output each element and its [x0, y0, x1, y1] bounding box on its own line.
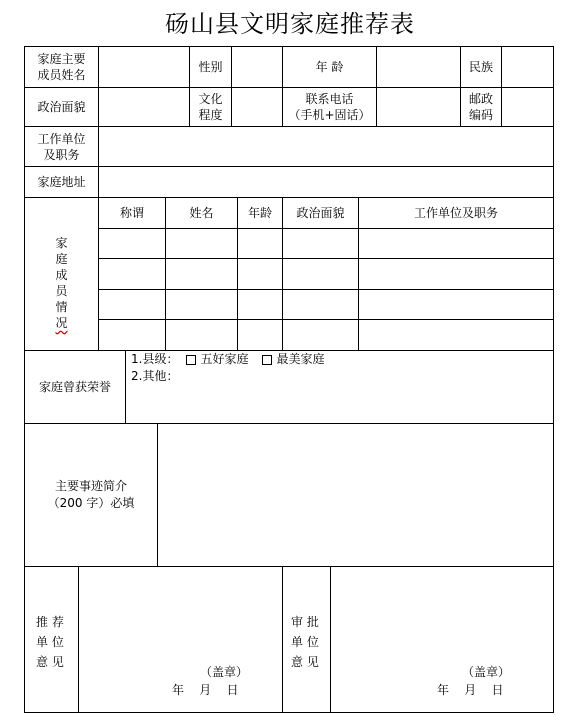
- approve-seal: （盖章）: [462, 665, 511, 679]
- col-header-relation: 称谓: [98, 197, 166, 229]
- honors-county-prefix: 1.县级：: [131, 352, 179, 366]
- label-family-members: [24, 197, 99, 351]
- recommend-seal: （盖章）: [200, 665, 249, 679]
- label-political: 政治面貌: [24, 87, 99, 127]
- member-cell[interactable]: [358, 319, 554, 351]
- label-education: 文化 程度: [189, 87, 232, 127]
- recommend-label-line: 单 位: [36, 635, 64, 649]
- recommend-label-line: 意 见: [36, 655, 64, 669]
- field-work[interactable]: [98, 126, 554, 167]
- member-cell[interactable]: [282, 258, 359, 290]
- member-cell[interactable]: [237, 258, 283, 290]
- member-cell[interactable]: [165, 289, 238, 320]
- field-deeds[interactable]: [157, 423, 554, 567]
- member-cell[interactable]: [358, 228, 554, 259]
- member-cell[interactable]: [98, 289, 166, 320]
- form-title: 砀山县文明家庭推荐表: [165, 10, 415, 38]
- recommend-label-line: 推 荐: [36, 615, 64, 629]
- approve-label-line: 意 见: [291, 655, 319, 669]
- member-cell[interactable]: [98, 258, 166, 290]
- honors-option-most-beautiful: 最美家庭: [276, 352, 325, 366]
- member-cell[interactable]: [282, 228, 359, 259]
- label-address: 家庭地址: [24, 166, 99, 198]
- label-head-name: 家庭主要 成员姓名: [24, 46, 99, 88]
- label-gender: 性别: [189, 46, 232, 88]
- field-address[interactable]: [98, 166, 554, 198]
- field-head-name[interactable]: [98, 46, 190, 88]
- field-political[interactable]: [98, 87, 190, 127]
- member-cell[interactable]: [237, 289, 283, 320]
- field-phone[interactable]: [376, 87, 461, 127]
- recommend-date: 年 月 日: [172, 683, 239, 697]
- family-char: 成: [55, 268, 68, 282]
- approve-date: 年 月 日: [437, 683, 504, 697]
- field-ethnicity[interactable]: [501, 46, 554, 88]
- field-gender[interactable]: [231, 46, 283, 88]
- member-cell[interactable]: [282, 289, 359, 320]
- family-char: 庭: [55, 252, 68, 266]
- member-cell[interactable]: [165, 319, 238, 351]
- checkbox-five-good-family[interactable]: [186, 355, 196, 365]
- field-age[interactable]: [376, 46, 461, 88]
- label-age: 年 龄: [282, 46, 377, 88]
- field-education[interactable]: [231, 87, 283, 127]
- family-char: 家: [55, 236, 68, 250]
- member-cell[interactable]: [282, 319, 359, 351]
- member-cell[interactable]: [358, 289, 554, 320]
- col-header-name: 姓名: [165, 197, 238, 229]
- member-cell[interactable]: [237, 228, 283, 259]
- label-deeds: 主要事迹简介 （200 字）必填: [24, 423, 158, 567]
- member-cell[interactable]: [98, 228, 166, 259]
- honors-other-line: 2.其他：: [131, 369, 179, 383]
- label-honors: 家庭曾获荣誉: [24, 350, 126, 424]
- member-cell[interactable]: [237, 319, 283, 351]
- col-header-political: 政治面貌: [282, 197, 359, 229]
- field-postcode[interactable]: [501, 87, 554, 127]
- family-char: 况: [55, 316, 68, 330]
- honors-option-five-good: 五好家庭: [200, 352, 249, 366]
- recommend-label: [36, 612, 64, 672]
- approve-label-line: 审 批: [291, 615, 319, 629]
- honors-county-line: [131, 351, 324, 367]
- label-ethnicity: 民族: [460, 46, 502, 88]
- family-char: 员: [55, 284, 68, 298]
- approve-label: [291, 612, 319, 672]
- approve-label-line: 单 位: [291, 635, 319, 649]
- member-cell[interactable]: [165, 228, 238, 259]
- label-postcode: 邮政 编码: [460, 87, 502, 127]
- label-work: 工作单位 及职务: [24, 126, 99, 167]
- member-cell[interactable]: [358, 258, 554, 290]
- member-cell[interactable]: [98, 319, 166, 351]
- family-char: 情: [55, 300, 68, 314]
- col-header-work: 工作单位及职务: [358, 197, 554, 229]
- col-header-age: 年龄: [237, 197, 283, 229]
- member-cell[interactable]: [165, 258, 238, 290]
- label-phone: 联系电话 （手机+固话）: [282, 87, 377, 127]
- checkbox-most-beautiful-family[interactable]: [262, 355, 272, 365]
